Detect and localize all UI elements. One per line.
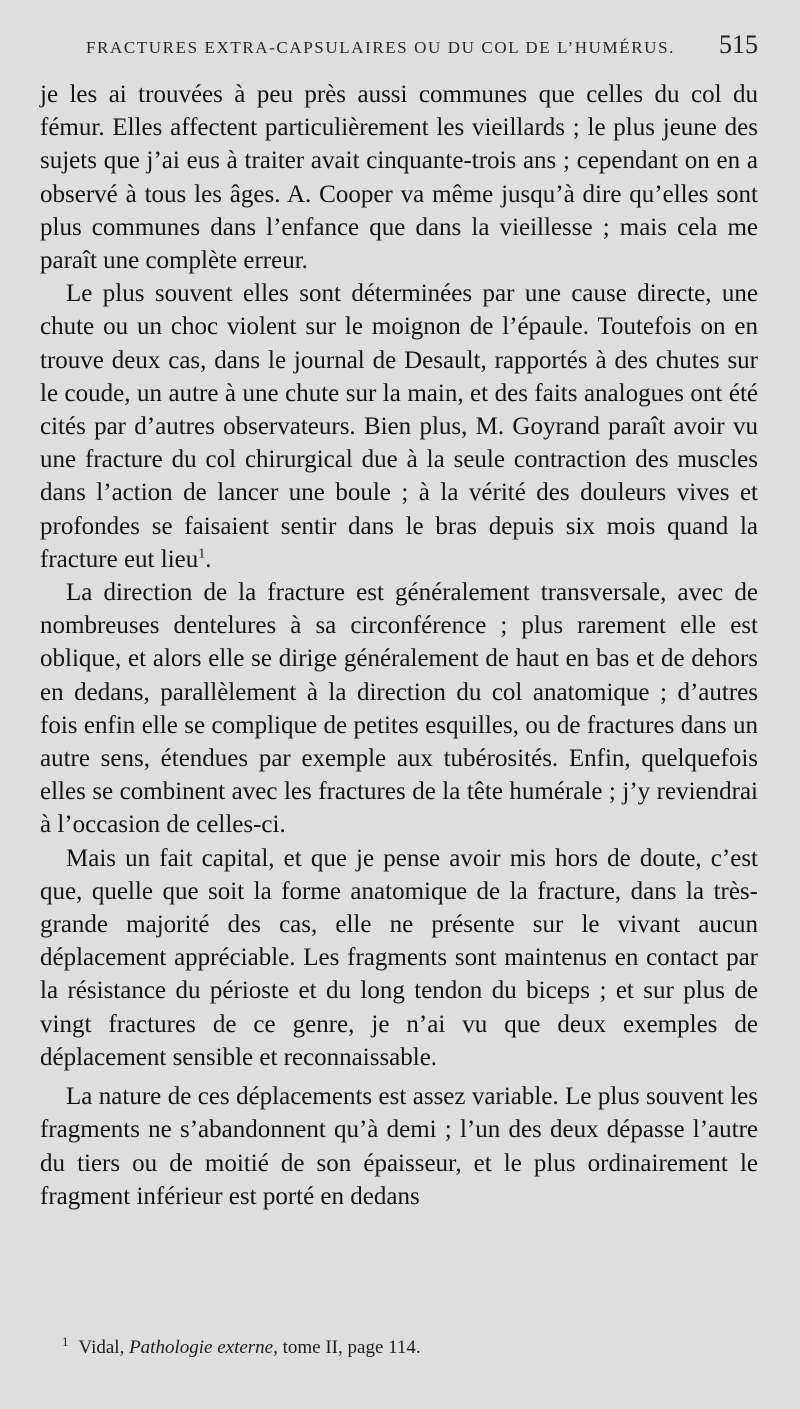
paragraph-3: La direction de la fracture est généralement transversale, avec de nombreuses dentelures à sa circonférence ; plus rarement elle est oblique, et alors elle se dirige généralement de haut en bas et de dehors en dedans, parallèlement à la direction du col anatomique ; d’autres fois enfin elle se complique de petites esquilles, ou de fractures dans un autre sens, étendues par exemple aux tubérosités. Enfin, quelquefois elles se combinent avec les fractures de la tête humérale ; j’y reviendrai à l’occasion de celles-ci. bbox=[40, 579, 758, 839]
page-header bbox=[86, 30, 758, 60]
footnote-rest: tome II, page 114. bbox=[282, 1337, 421, 1358]
footnote-mark: 1 bbox=[62, 1333, 69, 1349]
paragraph-2: Le plus souvent elles sont déterminées par une cause directe, une chute ou un choc violent sur le moignon de l’épaule. Toutefois on en trouve deux cas, dans le journal de Desault, rapportés à des chutes sur le coude, un autre à une chute sur la main, et des faits analogues ont été cités par d’autres observateurs. Bien plus, M. Goyrand paraît avoir vu une fracture du col chirurgical due à la seule contraction des muscles dans l’action de lancer une boule ; à la vérité des douleurs vives et profondes se faisaient sentir dans le bras depuis six mois quand la fracture eut lieu$^1$. bbox=[40, 280, 758, 573]
page-number: 515 bbox=[719, 30, 758, 59]
body-text bbox=[40, 78, 758, 1213]
running-head: FRACTURES EXTRA-CAPSULAIRES OU DU COL DE L’HUMÉRUS. bbox=[86, 38, 675, 57]
footnote bbox=[62, 1333, 421, 1359]
paragraph-1: je les ai trouvées à peu près aussi communes que celles du col du fémur. Elles affectent particulièrement les vieillards ; le plus jeune des sujets que j’ai eus à traiter avait cinquante-trois ans ; cependant on en a observé à tous les âges. A. Cooper va même jusqu’à dire qu’elles sont plus communes dans l’enfance que dans la vieillesse ; mais cela me paraît une complète erreur. bbox=[40, 81, 758, 275]
paragraph-4: Mais un fait capital, et que je pense avoir mis hors de doute, c’est que, quelle que soit la forme anatomique de la fracture, dans la très-grande majorité des cas, elle ne présente sur le vivant aucun déplacement appréciable. Les fragments sont maintenus en contact par la résistance du périoste et du long tendon du biceps ; et sur plus de vingt fractures de ce genre, je n’ai vu que deux exemples de déplacement sensible et reconnaissable. bbox=[40, 844, 758, 1071]
paragraph-2-text: Le plus souvent elles sont déterminées par une cause directe, une chute ou un choc violent sur le moignon de l’épaule. Toutefois on en trouve deux cas, dans le journal de Desault, rapportés à des chutes sur le coude, un autre à une chute sur la main, et des faits analogues ont été cités par d’autres observateurs. Bien plus, M. Goyrand paraît avoir vu une fracture du col chirurgical due à la seule contraction des muscles dans l’action de lancer une boule ; à la vérité des douleurs vives et profondes se faisaient sentir dans le bras depuis six mois quand la fracture eut lieu bbox=[40, 280, 758, 573]
footnote-title: Pathologie externe, bbox=[129, 1337, 278, 1358]
footnote-reference: 1 bbox=[198, 546, 206, 562]
paragraph-5: La nature de ces déplacements est assez variable. Le plus souvent les fragments ne s’abandonnent qu’à demi ; l’un des deux dépasse l’autre du tiers ou de moitié de son épaisseur, et le plus ordinairement le fragment inférieur est porté en dedans bbox=[40, 1083, 758, 1210]
footnote-author: Vidal, bbox=[78, 1337, 125, 1358]
